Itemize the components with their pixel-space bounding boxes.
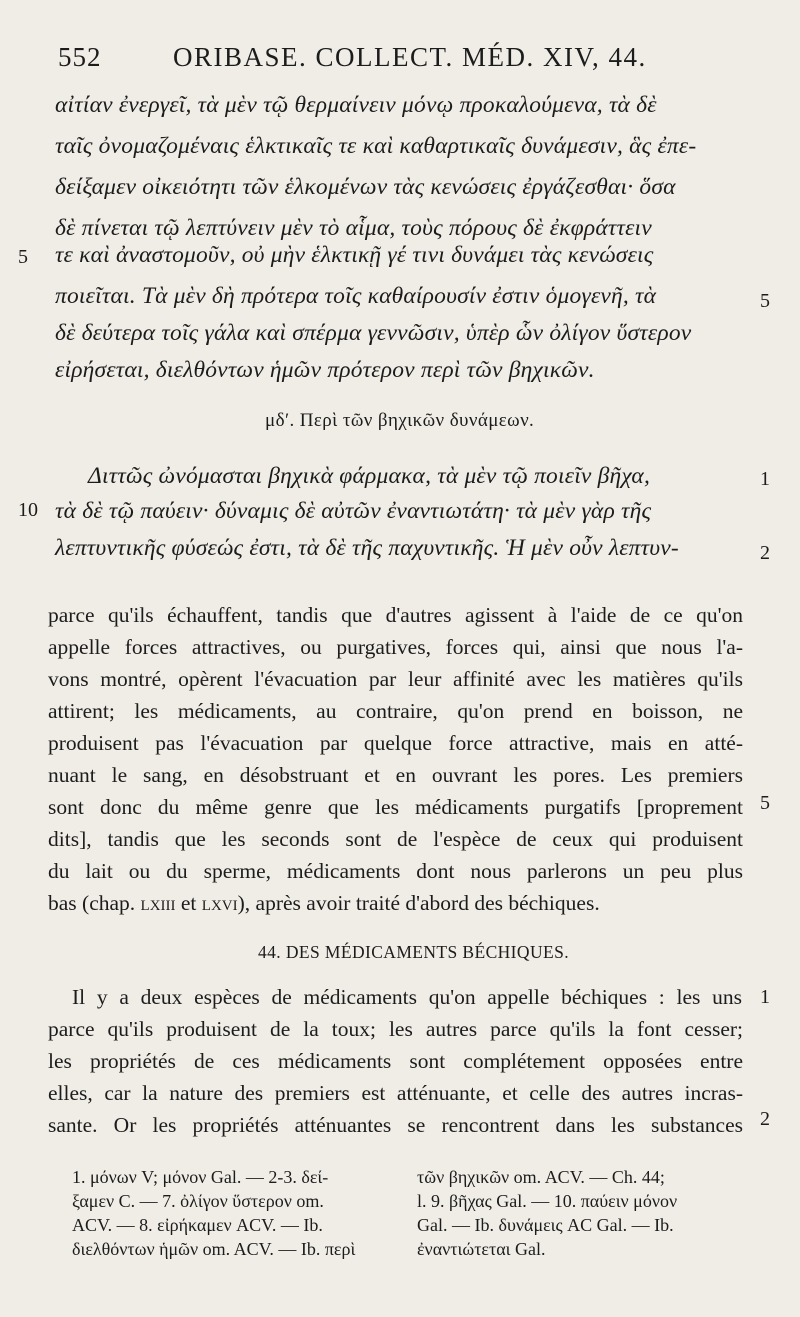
footnote-line: διελθόντων ἡμῶν om. ACV. — Ib. περὶ (72, 1239, 356, 1259)
footnote-line: ἐναντιώτεται Gal. (417, 1239, 546, 1259)
french-line: appelle forces attractives, ou purgatives, forces qui, ainsi que nous l'a- (48, 635, 743, 659)
running-title: ORIBASE. COLLECT. MÉD. XIV, 44. (173, 42, 647, 72)
greek-chapter-heading: μδʹ. Περὶ τῶν βηχικῶν δυνάμεων. (265, 410, 535, 431)
french-line-fragment: et (175, 891, 202, 915)
french-line: nuant le sang, en désobstruant et en ouvrant les pores. Les premiers (48, 763, 743, 787)
footnote-line: τῶν βηχικῶν om. ACV. — Ch. 44; (417, 1167, 665, 1187)
french-line: attirent; les médicaments, au contraire, qu'on prend en boisson, ne (48, 699, 743, 723)
line-number: 1 (760, 468, 770, 490)
french-line: les propriétés de ces médicaments sont complétement opposées entre (48, 1049, 743, 1073)
french-line: dits], tandis que les seconds sont de l'espèce de ceux qui produisent (48, 827, 743, 851)
greek-line: Διττῶς ὠνόμασται βηχικὰ φάρμακα, τὰ μὲν τῷ ποιεῖν βῆχα, (88, 463, 651, 489)
line-number: 10 (18, 499, 38, 521)
line-number: 5 (760, 290, 770, 312)
page-number: 552 (58, 42, 102, 72)
french-line: du lait ou du sperme, médicaments dont nous parlerons un peu plus (48, 859, 743, 883)
french-line-fragment: bas (chap. (48, 891, 141, 915)
greek-line: ταῖς ὀνομαζομέναις ἑλκτικαῖς τε καὶ καθαρτικαῖς δυνάμεσιν, ἃς ἐπε- (55, 133, 697, 159)
footnote-line: ACV. — 8. εἰρήκαμεν ACV. — Ib. (72, 1215, 323, 1235)
french-line (48, 891, 718, 916)
line-number: 5 (760, 792, 770, 814)
greek-line: τὰ δὲ τῷ παύειν· δύναμις δὲ αὐτῶν ἐναντιωτάτη· τὰ μὲν γὰρ τῆς (55, 498, 652, 524)
chapter-reference: lxvi (201, 891, 238, 915)
chapter-title: DES MÉDICAMENTS BÉCHIQUES. (285, 942, 569, 962)
line-number: 2 (760, 542, 770, 564)
greek-line: δὲ πίνεται τῷ λεπτύνειν μὲν τὸ αἷμα, τοὺς πόρους δὲ ἐκφράττειν (55, 215, 652, 241)
footnote-line: 1. μόνων V; μόνον Gal. — 2-3. δεί- (72, 1167, 329, 1187)
line-number: 1 (760, 986, 770, 1008)
chapter-number: 44. (258, 942, 282, 962)
footnotes-left-column (72, 1165, 402, 1261)
french-line-fragment: ), après avoir traité d'abord des béchiques. (237, 891, 600, 915)
footnote-line: l. 9. βῆχας Gal. — 10. παύειν μόνον (417, 1191, 678, 1211)
greek-line: δείξαμεν οἰκειότητι τῶν ἑλκομένων τὰς κενώσεις ἐργάζεσθαι· ὅσα (55, 174, 676, 200)
greek-line: δὲ δεύτερα τοῖς γάλα καὶ σπέρμα γεννῶσιν, ὑπὲρ ὧν ὀλίγον ὕστερον (55, 320, 692, 346)
greek-line: αἰτίαν ἐνεργεῖ, τὰ μὲν τῷ θερμαίνειν μόνῳ προκαλούμενα, τὰ δὲ (55, 92, 657, 118)
footnote-line: Gal. — Ib. δυνάμεις AC Gal. — Ib. (417, 1215, 674, 1235)
footnote-line: ξαμεν C. — 7. ὀλίγον ὕστερον om. (72, 1191, 324, 1211)
greek-line: ποιεῖται. Τὰ μὲν δὴ πρότερα τοῖς καθαίρουσίν ἐστιν ὁμογενῆ, τὰ (55, 283, 657, 309)
line-number: 2 (760, 1108, 770, 1130)
french-line: sante. Or les propriétés atténuantes se rencontrent dans les substances (48, 1113, 743, 1137)
french-line: vons montré, opèrent l'évacuation par leur affinité avec les matières qu'ils (48, 667, 743, 691)
line-number: 5 (18, 246, 28, 268)
french-chapter-heading (258, 942, 569, 963)
french-line: produisent pas l'évacuation par quelque force attractive, mais en atté- (48, 731, 743, 755)
greek-line: τε καὶ ἀναστομοῦν, οὐ μὴν ἑλκτικῇ γέ τινι δυνάμει τὰς κενώσεις (55, 242, 654, 268)
french-line: parce qu'ils échauffent, tandis que d'autres agissent à l'aide de ce qu'on (48, 603, 743, 627)
chapter-reference: lxiii (140, 891, 176, 915)
french-line: elles, car la nature des premiers est atténuante, et celle des autres incras- (48, 1081, 743, 1105)
french-line: Il y a deux espèces de médicaments qu'on appelle béchiques : les uns (72, 985, 742, 1009)
french-line: sont donc du même genre que les médicaments purgatifs [proprement (48, 795, 743, 819)
greek-line: λεπτυντικῆς φύσεώς ἐστι, τὰ δὲ τῆς παχυντικῆς. Ἡ μὲν οὖν λεπτυν- (55, 535, 679, 561)
french-line: parce qu'ils produisent de la toux; les autres parce qu'ils la font cesser; (48, 1017, 743, 1041)
greek-line: εἰρήσεται, διελθόντων ἡμῶν πρότερον περὶ τῶν βηχικῶν. (55, 357, 595, 383)
running-head (48, 40, 748, 80)
footnotes-right-column (417, 1165, 747, 1261)
